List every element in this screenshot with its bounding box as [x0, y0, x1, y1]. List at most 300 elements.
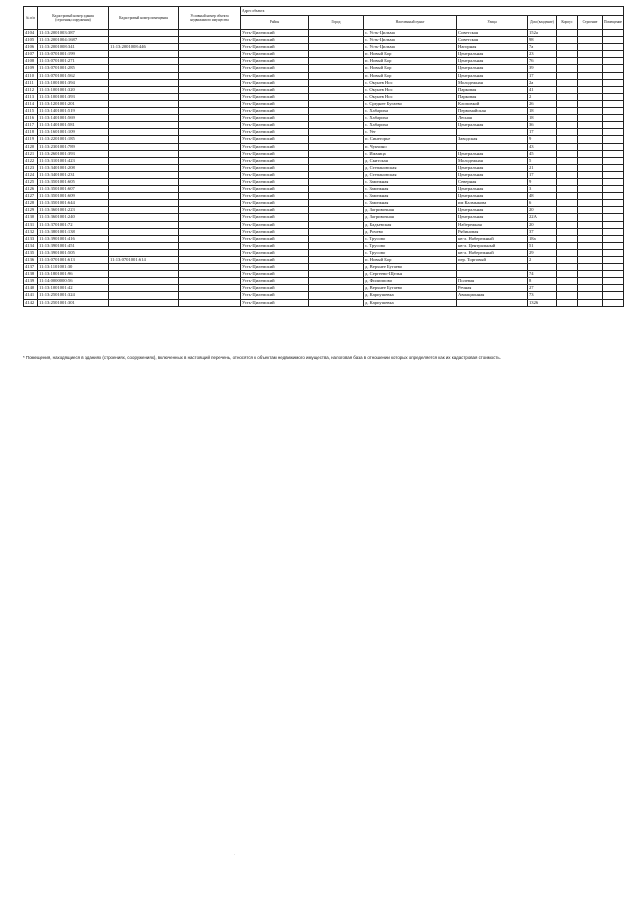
table-row: [24, 242, 624, 249]
cell-stroenie: [578, 150, 603, 157]
cell-settlement: д. Карпушевка: [364, 299, 457, 306]
cell-korpus: [557, 285, 578, 292]
cell-cond-number: [179, 193, 241, 200]
cell-district: Усть-Цилемский: [241, 115, 309, 122]
cell-settlement: с. Замежная: [364, 178, 457, 185]
header-settlement: Населенный пункт: [364, 16, 457, 30]
cell-street: [457, 264, 528, 271]
cell-cond-number: [179, 44, 241, 51]
cell-cad-premise: [109, 299, 179, 306]
table-row: [24, 186, 624, 193]
cell-num: 4138: [24, 271, 38, 278]
cell-cond-number: [179, 129, 241, 136]
cell-city: [309, 30, 364, 37]
cell-num: 4136: [24, 257, 38, 264]
cell-settlement: д. Верхнее Бугаево: [364, 264, 457, 271]
cell-pomeshenie: [603, 235, 624, 242]
cell-street: кв-л. Набережный: [457, 235, 528, 242]
cell-district: Усть-Цилемский: [241, 235, 309, 242]
cell-district: Усть-Цилемский: [241, 108, 309, 115]
cell-city: [309, 271, 364, 278]
cell-stroenie: [578, 249, 603, 256]
cell-house: 2а: [528, 79, 557, 86]
cell-cad-building: 11:13:0701001:271: [38, 58, 109, 65]
cell-district: Усть-Цилемский: [241, 51, 309, 58]
cell-district: Усть-Цилемский: [241, 221, 309, 228]
cell-pomeshenie: [603, 257, 624, 264]
cell-street: Центральная: [457, 164, 528, 171]
cell-cad-building: 11:13:1001001:42: [38, 285, 109, 292]
cell-num: 4142: [24, 299, 38, 306]
cell-city: [309, 285, 364, 292]
table-row: [24, 278, 624, 285]
cell-settlement: д. Рочево: [364, 228, 457, 235]
cell-settlement: с. Окунев Нос: [364, 79, 457, 86]
cell-district: Усть-Цилемский: [241, 207, 309, 214]
cell-stroenie: [578, 171, 603, 178]
cell-house: 45: [528, 150, 557, 157]
cell-pomeshenie: [603, 164, 624, 171]
cell-street: Советская: [457, 37, 528, 44]
cell-stroenie: [578, 58, 603, 65]
cell-street: Набережная: [457, 221, 528, 228]
cell-cad-premise: [109, 150, 179, 157]
cell-num: 4120: [24, 143, 38, 150]
cell-stroenie: [578, 129, 603, 136]
cell-settlement: с. Ижмица: [364, 150, 457, 157]
cell-street: [457, 129, 528, 136]
cell-pomeshenie: [603, 30, 624, 37]
cell-street: Центральная: [457, 214, 528, 221]
cell-city: [309, 51, 364, 58]
cell-stroenie: [578, 37, 603, 44]
cell-korpus: [557, 30, 578, 37]
cell-cad-premise: [109, 249, 179, 256]
cell-cad-building: 11:14:0000000:56: [38, 278, 109, 285]
cell-settlement: д. Верхнее Бугаево: [364, 285, 457, 292]
cell-house: 48: [528, 193, 557, 200]
cell-district: Усть-Цилемский: [241, 178, 309, 185]
cell-num: 4118: [24, 129, 38, 136]
page-mark: .: [234, 851, 236, 856]
cell-house: 152а: [528, 30, 557, 37]
cell-city: [309, 136, 364, 143]
cell-stroenie: [578, 86, 603, 93]
cell-cad-premise: [109, 164, 179, 171]
cell-num: 4131: [24, 221, 38, 228]
cell-house: 23: [528, 51, 557, 58]
cell-cad-premise: [109, 221, 179, 228]
cell-korpus: [557, 79, 578, 86]
table-row: [24, 264, 624, 271]
cell-city: [309, 157, 364, 164]
header-korpus: Корпус: [557, 16, 578, 30]
cell-street: Речная: [457, 285, 528, 292]
cell-cad-building: 11:13:2501001:324: [38, 292, 109, 299]
header-cond-number: Условный номер объекта недвижимого имущества: [179, 7, 241, 30]
cell-cad-building: 11:13:2601001:393: [38, 150, 109, 157]
cell-house: 98: [528, 37, 557, 44]
cell-num: 4111: [24, 79, 38, 86]
cell-cad-premise: [109, 108, 179, 115]
cell-settlement: с. Среднее Бугаево: [364, 100, 457, 107]
cell-street: Центральная: [457, 65, 528, 72]
cell-pomeshenie: [603, 65, 624, 72]
cell-district: Усть-Цилемский: [241, 171, 309, 178]
cell-city: [309, 228, 364, 235]
cell-street: Центральная: [457, 193, 528, 200]
cell-settlement: с. Хабариха: [364, 108, 457, 115]
cell-house: 39: [528, 65, 557, 72]
header-stroenie: Строение: [578, 16, 603, 30]
table-row: [24, 72, 624, 79]
cell-stroenie: [578, 51, 603, 58]
cell-pomeshenie: [603, 178, 624, 185]
cell-num: 4113: [24, 93, 38, 100]
cell-cond-number: [179, 100, 241, 107]
cell-district: Усть-Цилемский: [241, 122, 309, 129]
cell-settlement: п. Новый Бор: [364, 257, 457, 264]
table-header: [24, 7, 624, 30]
cell-stroenie: [578, 299, 603, 306]
cell-cad-building: 11:13:1801001:96: [38, 271, 109, 278]
cell-num: 4141: [24, 292, 38, 299]
cell-cad-building: 11:13:2001008:341: [38, 44, 109, 51]
cell-cond-number: [179, 136, 241, 143]
cell-cond-number: [179, 65, 241, 72]
cell-house: 76: [528, 58, 557, 65]
cell-cond-number: [179, 143, 241, 150]
cell-city: [309, 44, 364, 51]
cell-pomeshenie: [603, 242, 624, 249]
cell-pomeshenie: [603, 115, 624, 122]
cell-city: [309, 200, 364, 207]
cell-settlement: д. Бадьевская: [364, 221, 457, 228]
cell-pomeshenie: [603, 136, 624, 143]
cell-settlement: п. Новый Бор: [364, 72, 457, 79]
cell-house: 29: [528, 249, 557, 256]
cell-num: 4126: [24, 186, 38, 193]
table-row: [24, 193, 624, 200]
cell-city: [309, 193, 364, 200]
cell-cad-premise: [109, 200, 179, 207]
cell-korpus: [557, 143, 578, 150]
cell-district: Усть-Цилемский: [241, 44, 309, 51]
cell-house: 22А: [528, 214, 557, 221]
cell-street: [457, 271, 528, 278]
cell-city: [309, 207, 364, 214]
cell-cad-premise: [109, 100, 179, 107]
cell-num: 4122: [24, 157, 38, 164]
cell-city: [309, 100, 364, 107]
footnote: * Помещения, находящиеся в зданиях (строениях, сооружениях), включенных в настоящий перечень, относятся к объектам недвижимого имущества, налоговая база в отношении которых определяется как их кадастровая стоимость.: [23, 355, 501, 360]
table-row: [24, 100, 624, 107]
cell-district: Усть-Цилемский: [241, 93, 309, 100]
cell-house: 2: [528, 257, 557, 264]
cell-settlement: с. Окунев Нос: [364, 86, 457, 93]
cell-cad-building: 11:13:3901001:416: [38, 235, 109, 242]
cell-korpus: [557, 186, 578, 193]
cell-cad-premise: [109, 86, 179, 93]
cell-num: 4139: [24, 278, 38, 285]
cell-street: Клоповкой: [457, 100, 528, 107]
cell-cond-number: [179, 249, 241, 256]
table-row: [24, 157, 624, 164]
cell-house: 18: [528, 108, 557, 115]
cell-stroenie: [578, 200, 603, 207]
cell-settlement: д. Загривочная: [364, 214, 457, 221]
cell-pomeshenie: [603, 86, 624, 93]
cell-street: Центральная: [457, 186, 528, 193]
cell-korpus: [557, 228, 578, 235]
cell-street: Рябиновая: [457, 228, 528, 235]
cell-district: Усть-Цилемский: [241, 129, 309, 136]
cell-settlement: с. Хабариха: [364, 122, 457, 129]
cell-district: Усть-Цилемский: [241, 200, 309, 207]
property-registry-table: [23, 6, 624, 307]
cell-num: 4128: [24, 200, 38, 207]
cell-settlement: п. Новый Бор: [364, 65, 457, 72]
cell-num: 4121: [24, 150, 38, 157]
table-row: [24, 299, 624, 306]
cell-street: им Калмыкова: [457, 200, 528, 207]
cell-street: Молодежная: [457, 79, 528, 86]
cell-cad-building: 11:13:2001003:387: [38, 30, 109, 37]
cell-num: 4124: [24, 171, 38, 178]
cell-cond-number: [179, 86, 241, 93]
cell-cond-number: [179, 93, 241, 100]
cell-settlement: с. Окунев Нос: [364, 93, 457, 100]
cell-house: 26: [528, 100, 557, 107]
cell-pomeshenie: [603, 58, 624, 65]
cell-num: 4134: [24, 242, 38, 249]
cell-city: [309, 108, 364, 115]
cell-house: 18: [528, 115, 557, 122]
cell-pomeshenie: [603, 122, 624, 129]
cell-city: [309, 171, 364, 178]
cell-cad-building: 11:13:3901001:505: [38, 249, 109, 256]
header-num: № п/п: [24, 7, 38, 30]
table-row: [24, 257, 624, 264]
cell-pomeshenie: [603, 93, 624, 100]
cell-cad-premise: [109, 51, 179, 58]
cell-korpus: [557, 171, 578, 178]
cell-pomeshenie: [603, 72, 624, 79]
cell-cad-building: 11:13:1401001:581: [38, 122, 109, 129]
cell-cad-building: 11:13:3401001:208: [38, 164, 109, 171]
cell-stroenie: [578, 143, 603, 150]
cell-num: 4135: [24, 249, 38, 256]
cell-cond-number: [179, 37, 241, 44]
cell-street: Центральная: [457, 58, 528, 65]
cell-cond-number: [179, 171, 241, 178]
cell-pomeshenie: [603, 51, 624, 58]
cell-settlement: д. Степановская: [364, 171, 457, 178]
cell-cad-premise: 11:13:2001008:446: [109, 44, 179, 51]
cell-stroenie: [578, 108, 603, 115]
cell-num: 4140: [24, 285, 38, 292]
cell-cad-building: 11:13:3101001:423: [38, 157, 109, 164]
header-cad-premise: Кадастровый номер помещения: [109, 7, 179, 30]
cell-stroenie: [578, 44, 603, 51]
cell-pomeshenie: [603, 186, 624, 193]
cell-city: [309, 278, 364, 285]
cell-district: Усть-Цилемский: [241, 72, 309, 79]
cell-num: 4129: [24, 207, 38, 214]
cell-pomeshenie: [603, 157, 624, 164]
cell-city: [309, 65, 364, 72]
cell-cad-building: 11:13:1001001:393: [38, 93, 109, 100]
cell-city: [309, 235, 364, 242]
table-row: [24, 79, 624, 86]
cell-cad-building: 11:13:3501001:607: [38, 186, 109, 193]
table-row: [24, 115, 624, 122]
cell-pomeshenie: [603, 264, 624, 271]
cell-city: [309, 178, 364, 185]
cell-stroenie: [578, 30, 603, 37]
cell-street: Нагорная: [457, 44, 528, 51]
cell-house: 21: [528, 164, 557, 171]
cell-district: Усть-Цилемский: [241, 278, 309, 285]
cell-cond-number: [179, 242, 241, 249]
cell-cond-number: [179, 122, 241, 129]
cell-num: 4110: [24, 72, 38, 79]
cell-street: Полевая: [457, 278, 528, 285]
cell-cad-premise: [109, 157, 179, 164]
cell-pomeshenie: [603, 271, 624, 278]
cell-cond-number: [179, 51, 241, 58]
cell-num: 4133: [24, 235, 38, 242]
cell-city: [309, 86, 364, 93]
cell-settlement: д. Сергеево-Щелья: [364, 271, 457, 278]
cell-cad-building: 11:13:2501001:301: [38, 299, 109, 306]
cell-district: Усть-Цилемский: [241, 157, 309, 164]
cell-street: Лесная: [457, 115, 528, 122]
cell-cond-number: [179, 257, 241, 264]
cell-cad-premise: [109, 115, 179, 122]
cell-district: Усть-Цилемский: [241, 242, 309, 249]
cell-street: [457, 143, 528, 150]
cell-pomeshenie: [603, 108, 624, 115]
cell-korpus: [557, 58, 578, 65]
cell-pomeshenie: [603, 249, 624, 256]
cell-korpus: [557, 178, 578, 185]
cell-pomeshenie: [603, 285, 624, 292]
cell-city: [309, 150, 364, 157]
cell-street: Заводская: [457, 136, 528, 143]
cell-city: [309, 264, 364, 271]
cell-cad-premise: [109, 79, 179, 86]
cell-house: 20: [528, 221, 557, 228]
cell-cad-premise: [109, 178, 179, 185]
cell-cond-number: [179, 271, 241, 278]
cell-stroenie: [578, 157, 603, 164]
cell-cad-building: 11:13:1401001:569: [38, 115, 109, 122]
cell-city: [309, 93, 364, 100]
cell-house: 2: [528, 93, 557, 100]
cell-cad-premise: [109, 278, 179, 285]
cell-cad-building: 11:13:3501001:609: [38, 193, 109, 200]
cell-cad-building: 11:13:3701001:72: [38, 221, 109, 228]
cell-cond-number: [179, 285, 241, 292]
cell-stroenie: [578, 100, 603, 107]
cell-korpus: [557, 207, 578, 214]
cell-house: 6: [528, 200, 557, 207]
cell-settlement: д. Скитская: [364, 157, 457, 164]
cell-korpus: [557, 264, 578, 271]
cell-street: Центральная: [457, 122, 528, 129]
cell-korpus: [557, 108, 578, 115]
cell-settlement: д. Карпушевка: [364, 292, 457, 299]
cell-cond-number: [179, 79, 241, 86]
cell-pomeshenie: [603, 228, 624, 235]
cell-house: 8: [528, 278, 557, 285]
cell-stroenie: [578, 193, 603, 200]
cell-korpus: [557, 278, 578, 285]
cell-stroenie: [578, 72, 603, 79]
cell-cad-building: 11:13:3601001:240: [38, 214, 109, 221]
cell-house: 9: [528, 136, 557, 143]
cell-settlement: с. Трусово: [364, 242, 457, 249]
cell-cond-number: [179, 207, 241, 214]
cell-street: Молодежная: [457, 157, 528, 164]
cell-cond-number: [179, 278, 241, 285]
cell-pomeshenie: [603, 44, 624, 51]
cell-cad-building: 11:13:1101001:30: [38, 264, 109, 271]
cell-stroenie: [578, 207, 603, 214]
cell-city: [309, 214, 364, 221]
cell-num: 4119: [24, 136, 38, 143]
cell-house: 27: [528, 285, 557, 292]
cell-korpus: [557, 100, 578, 107]
cell-district: Усть-Цилемский: [241, 249, 309, 256]
cell-korpus: [557, 65, 578, 72]
cell-cond-number: [179, 299, 241, 306]
cell-korpus: [557, 150, 578, 157]
cell-house: 17: [528, 72, 557, 79]
cell-korpus: [557, 164, 578, 171]
cell-cond-number: [179, 115, 241, 122]
cell-settlement: п. Новый Бор: [364, 58, 457, 65]
cell-korpus: [557, 115, 578, 122]
cell-house: 43: [528, 143, 557, 150]
cell-cad-building: 11:13:2001004:1687: [38, 37, 109, 44]
cell-korpus: [557, 249, 578, 256]
cell-cad-premise: [109, 271, 179, 278]
table-row: [24, 65, 624, 72]
table-body: [24, 30, 624, 307]
table-row: [24, 228, 624, 235]
cell-house: 41: [528, 86, 557, 93]
cell-num: 4104: [24, 30, 38, 37]
cell-korpus: [557, 86, 578, 93]
cell-korpus: [557, 44, 578, 51]
cell-city: [309, 221, 364, 228]
cell-korpus: [557, 235, 578, 242]
cell-cond-number: [179, 292, 241, 299]
cell-stroenie: [578, 122, 603, 129]
cell-cond-number: [179, 58, 241, 65]
cell-stroenie: [578, 93, 603, 100]
cell-cad-premise: [109, 122, 179, 129]
header-address-group: Адрес объекта: [241, 7, 624, 16]
cell-cad-building: 11:13:0701001:199: [38, 51, 109, 58]
cell-stroenie: [578, 285, 603, 292]
cell-stroenie: [578, 186, 603, 193]
cell-street: Авиационная: [457, 292, 528, 299]
cell-house: 5: [528, 157, 557, 164]
cell-cad-premise: [109, 292, 179, 299]
